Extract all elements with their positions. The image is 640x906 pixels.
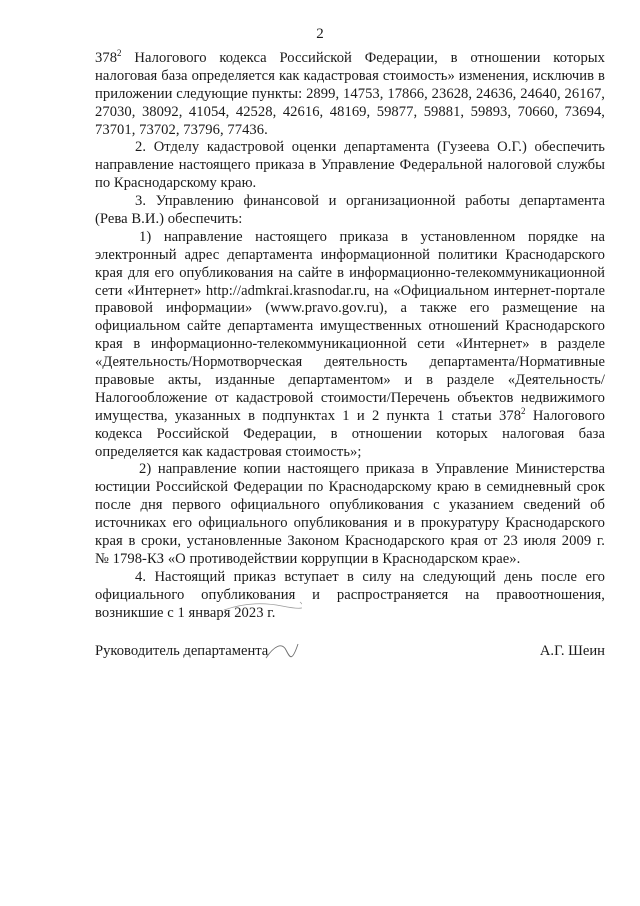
text-line — [95, 405, 605, 426]
text-line: Налогообложение от кадастровой стоимости/Перечень объектов недвижимого — [95, 389, 605, 406]
text-line: определяется как кадастровая стоимость»; — [95, 443, 362, 460]
text-line: возникшие с 1 января 2023 г. — [95, 604, 276, 621]
scan-artifact-mark — [222, 596, 302, 616]
text-fragment: 378 — [95, 50, 118, 66]
text-line: по Краснодарскому краю. — [95, 175, 257, 192]
text-line: официального опубликования и распространяется на правоотношения, — [95, 586, 605, 603]
text-line: после дня первого официального опубликования с указанием сведений об — [95, 497, 605, 514]
superscript: 2 — [117, 48, 122, 58]
text-line — [95, 50, 605, 68]
text-line: официальном сайте департамента имущественных отношений Краснодарского — [95, 318, 605, 335]
text-line: края в сроки, установленные Законом Краснодарского края от 23 июля 2009 г. — [95, 533, 605, 550]
subitem-2-line: 2) направление копии настоящего приказа в Управление Министерства — [139, 461, 605, 478]
subitem-1-line: 1) направление настоящего приказа в установленном порядке на — [139, 228, 605, 245]
paragraph-4-line: 4. Настоящий приказ вступает в силу на следующий день после его — [135, 568, 605, 585]
text-line: правовые акты, изданные департаментом» и в разделе «Деятельность/ — [95, 372, 605, 389]
handwritten-signature-mark — [262, 636, 302, 666]
text-line: юстиции Российской Федерации по Краснодарскому краю в семидневный срок — [95, 479, 605, 496]
page-number: 2 — [316, 26, 324, 42]
text-line: направление настоящего приказа в Управление Федеральной налоговой службы — [95, 157, 605, 174]
text-line: кодекса Российской Федерации, в отношении которых налоговая база — [95, 425, 605, 442]
text-line: электронный адрес департамента информационной политики Краснодарского — [95, 246, 605, 263]
text-line: налоговая база определяется как кадастровая стоимость» изменения, исключив в — [95, 67, 605, 84]
text-line: правовой информации» (www.pravo.gov.ru), а также его размещение на — [95, 300, 605, 317]
text-line: «Деятельность/Нормотворческая деятельность департамента/Нормативные — [95, 354, 605, 371]
text-fragment: Налогового — [525, 407, 605, 424]
signatory-position: Руководитель департамента — [95, 643, 269, 659]
paragraph-2-line: 2. Отделу кадастровой оценки департамента (Гузеева О.Г.) обеспечить — [135, 139, 605, 156]
paragraph-3-line: 3. Управлению финансовой и организационной работы департамента — [135, 193, 605, 210]
text-line: края в информационно-телекоммуникационной сети «Интернет» в разделе — [95, 336, 605, 353]
text-line: источниках его официального опубликования и в прокуратуру Краснодарского — [95, 515, 605, 532]
text-fragment: имущества, указанных в подпунктах 1 и 2 пункта 1 статьи 378 — [95, 407, 522, 424]
document-body — [95, 50, 605, 623]
text-fragment: Налогового кодекса Российской Федерации, в отношении которых — [121, 50, 605, 66]
text-line: № 1798-КЗ «О противодействии коррупции в Краснодарском крае». — [95, 550, 521, 567]
text-line: 27030, 38092, 41054, 42528, 42616, 48169, 59877, 59881, 59893, 70660, 73694, — [95, 103, 605, 120]
text-line: края для его опубликования на сайте в информационно-телекоммуникационной — [95, 264, 605, 281]
text-line: 73701, 73702, 73796, 77436. — [95, 121, 268, 138]
signatory-name: А.Г. Шеин — [539, 643, 605, 659]
text-line: сети «Интернет» http://admkrai.krasnodar.ru, на «Официальном интернет-портале — [95, 282, 605, 299]
superscript: 2 — [521, 405, 526, 416]
text-line: приложении следующие пункты: 2899, 14753, 17866, 23628, 24636, 24640, 26167, — [95, 85, 605, 102]
text-line: (Рева В.И.) обеспечить: — [95, 211, 243, 228]
